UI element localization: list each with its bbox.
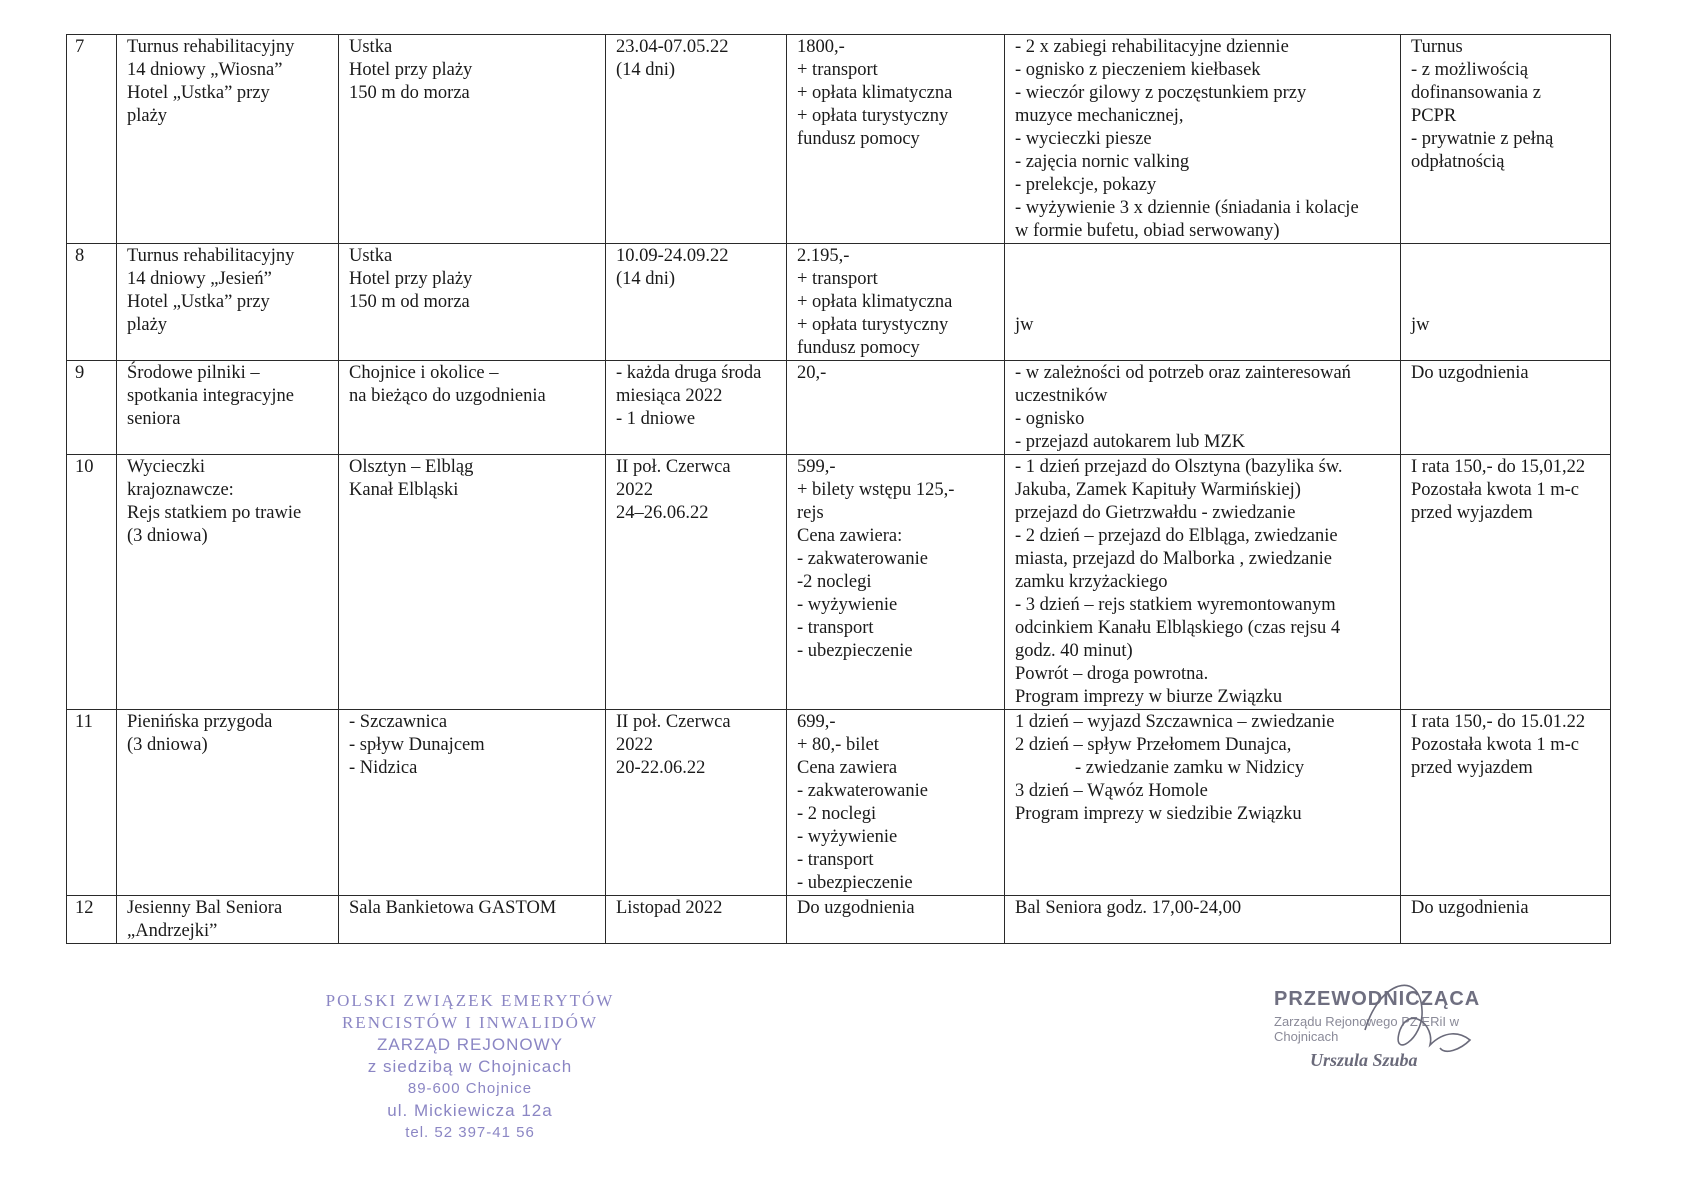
cell-line: - ubezpieczenie bbox=[797, 641, 913, 661]
cell-line: fundusz pomocy bbox=[797, 129, 920, 149]
cell-line: krajoznawcze: bbox=[127, 480, 234, 500]
cell-line: + 80,- bilet bbox=[797, 735, 879, 755]
cell-line: uczestników bbox=[1015, 386, 1108, 406]
cell-line: godz. 40 minut) bbox=[1015, 641, 1133, 661]
cell-line: I rata 150,- do 15,01,22 bbox=[1411, 457, 1586, 477]
cell-name bbox=[117, 361, 339, 455]
cell-date bbox=[606, 361, 787, 455]
cell-line: + opłata turystyczny bbox=[797, 315, 949, 335]
cell-line: + transport bbox=[797, 60, 878, 80]
cell-no: 12 bbox=[67, 896, 117, 944]
cell-line: Olsztyn – Elbląg bbox=[349, 457, 474, 477]
cell-line: - transport bbox=[797, 618, 874, 638]
cell-line: plaży bbox=[127, 315, 168, 335]
cell-program bbox=[1005, 896, 1401, 944]
cell-line: + opłata turystyczny bbox=[797, 106, 949, 126]
cell-date bbox=[606, 710, 787, 896]
cell-line: - 2 x zabiegi rehabilitacyjne dziennie bbox=[1015, 37, 1289, 57]
cell-line: muzyce mechanicznej, bbox=[1015, 106, 1184, 126]
cell-line: odpłatnością bbox=[1411, 152, 1505, 172]
cell-name bbox=[117, 710, 339, 896]
cell-line: 2 dzień – spływ Przełomem Dunajca, bbox=[1015, 735, 1292, 755]
cell-line: - wyżywienie bbox=[797, 595, 898, 615]
cell-line: Do uzgodnienia bbox=[1411, 898, 1529, 918]
cell-place bbox=[339, 896, 606, 944]
cell-line bbox=[1411, 245, 1600, 268]
cell-price bbox=[787, 455, 1005, 710]
cell-line: 14 dniowy „Wiosna” bbox=[127, 60, 283, 80]
cell-line: (3 dniowa) bbox=[127, 735, 208, 755]
events-table bbox=[66, 34, 1611, 944]
cell-place bbox=[339, 361, 606, 455]
cell-line bbox=[1015, 291, 1390, 314]
cell-line: Ustka bbox=[349, 246, 393, 266]
stamp-line-5: 89-600 Chojnice bbox=[407, 1080, 533, 1097]
cell-line: 23.04-07.05.22 bbox=[616, 37, 729, 57]
cell-no: 9 bbox=[67, 361, 117, 455]
table-row bbox=[67, 896, 1611, 944]
cell-price bbox=[787, 361, 1005, 455]
cell-line: - 1 dniowe bbox=[616, 409, 696, 429]
cell-line: - przejazd autokarem lub MZK bbox=[1015, 432, 1246, 452]
cell-line: - zajęcia nornic valking bbox=[1015, 152, 1190, 172]
cell-line: Pozostała kwota 1 m-c bbox=[1411, 480, 1579, 500]
cell-line: 2022 bbox=[616, 480, 653, 500]
cell-no: 11 bbox=[67, 710, 117, 896]
cell-line: Wycieczki bbox=[127, 457, 205, 477]
signature-name: Urszula Szuba bbox=[1310, 1050, 1418, 1070]
cell-line: - w zależności od potrzeb oraz zainteresowań bbox=[1015, 363, 1351, 383]
table-row bbox=[67, 710, 1611, 896]
cell-line: II poł. Czerwca bbox=[616, 712, 731, 732]
cell-line: 699,- bbox=[797, 712, 836, 732]
table-row bbox=[67, 244, 1611, 361]
cell-line: (14 dni) bbox=[616, 60, 676, 80]
cell-line: Program imprezy w biurze Związku bbox=[1015, 687, 1283, 707]
cell-price bbox=[787, 35, 1005, 244]
cell-name bbox=[117, 896, 339, 944]
cell-line: - ognisko z pieczeniem kiełbasek bbox=[1015, 60, 1261, 80]
organization-stamp bbox=[300, 990, 640, 1144]
cell-line: - zakwaterowanie bbox=[797, 549, 928, 569]
stamp-line-6: ul. Mickiewicza 12a bbox=[387, 1101, 553, 1120]
cell-name bbox=[117, 244, 339, 361]
cell-line: Cena zawiera bbox=[797, 758, 898, 778]
cell-line: (3 dniowa) bbox=[127, 526, 208, 546]
cell-line: spotkania integracyjne bbox=[127, 386, 294, 406]
cell-line: 14 dniowy „Jesień” bbox=[127, 269, 272, 289]
cell-line: II poł. Czerwca bbox=[616, 457, 731, 477]
cell-line: jw bbox=[1411, 315, 1430, 335]
cell-line: - transport bbox=[797, 850, 874, 870]
cell-line: Hotel „Ustka” przy bbox=[127, 83, 270, 103]
cell-line: - z możliwością bbox=[1411, 60, 1529, 80]
cell-line: Chojnice i okolice – bbox=[349, 363, 499, 383]
cell-program bbox=[1005, 35, 1401, 244]
cell-line: Do uzgodnienia bbox=[797, 898, 915, 918]
cell-payment bbox=[1401, 896, 1611, 944]
stamp-line-1: POLSKI ZWIĄZEK EMERYTÓW bbox=[325, 991, 615, 1010]
cell-line: 150 m do morza bbox=[349, 83, 470, 103]
signature-subtitle: Zarządu Rejonowego PZ ERiI w Chojnicach bbox=[1274, 1014, 1459, 1044]
cell-line: Bal Seniora godz. 17,00-24,00 bbox=[1015, 898, 1242, 918]
table-row bbox=[67, 455, 1611, 710]
cell-line: seniora bbox=[127, 409, 181, 429]
cell-line: Kanał Elbląski bbox=[349, 480, 459, 500]
cell-program bbox=[1005, 455, 1401, 710]
cell-price bbox=[787, 710, 1005, 896]
cell-line: -2 noclegi bbox=[797, 572, 872, 592]
cell-place bbox=[339, 244, 606, 361]
cell-line: - wieczór gilowy z poczęstunkiem przy bbox=[1015, 83, 1307, 103]
cell-no: 10 bbox=[67, 455, 117, 710]
cell-place bbox=[339, 35, 606, 244]
cell-line: 150 m od morza bbox=[349, 292, 470, 312]
cell-line: przed wyjazdem bbox=[1411, 758, 1533, 778]
cell-line: 2022 bbox=[616, 735, 653, 755]
cell-line: przed wyjazdem bbox=[1411, 503, 1533, 523]
cell-line: odcinkiem Kanału Elbląskiego (czas rejsu 4 bbox=[1015, 618, 1341, 638]
cell-payment bbox=[1401, 35, 1611, 244]
cell-line: Turnus bbox=[1411, 37, 1463, 57]
cell-date bbox=[606, 244, 787, 361]
cell-line: „Andrzejki” bbox=[127, 921, 218, 941]
cell-line: 20,- bbox=[797, 363, 827, 383]
cell-line: miesiąca 2022 bbox=[616, 386, 723, 406]
cell-line: 10.09-24.09.22 bbox=[616, 246, 729, 266]
cell-line: 3 dzień – Wąwóz Homole bbox=[1015, 781, 1208, 801]
cell-line: fundusz pomocy bbox=[797, 338, 920, 358]
cell-line: - wyżywienie bbox=[797, 827, 898, 847]
cell-line: I rata 150,- do 15.01.22 bbox=[1411, 712, 1586, 732]
cell-line bbox=[1411, 291, 1600, 314]
cell-program bbox=[1005, 244, 1401, 361]
cell-line: (14 dni) bbox=[616, 269, 676, 289]
cell-name bbox=[117, 455, 339, 710]
cell-price bbox=[787, 896, 1005, 944]
cell-line: - 2 noclegi bbox=[797, 804, 877, 824]
table-row bbox=[67, 35, 1611, 244]
cell-line: + opłata klimatyczna bbox=[797, 292, 953, 312]
cell-line: Program imprezy w siedzibie Związku bbox=[1015, 804, 1302, 824]
cell-payment bbox=[1401, 710, 1611, 896]
cell-program bbox=[1005, 361, 1401, 455]
cell-name bbox=[117, 35, 339, 244]
cell-line: dofinansowania z bbox=[1411, 83, 1541, 103]
cell-line: jw bbox=[1015, 315, 1034, 335]
cell-line: rejs bbox=[797, 503, 824, 523]
cell-line: - Szczawnica bbox=[349, 712, 448, 732]
cell-line: + transport bbox=[797, 269, 878, 289]
cell-line: 599,- bbox=[797, 457, 836, 477]
cell-price bbox=[787, 244, 1005, 361]
cell-line: Środowe pilniki – bbox=[127, 363, 260, 383]
cell-line: + bilety wstępu 125,- bbox=[797, 480, 955, 500]
cell-line: miasta, przejazd do Malborka , zwiedzanie bbox=[1015, 549, 1332, 569]
table-row bbox=[67, 361, 1611, 455]
signature-title: PRZEWODNICZĄCA bbox=[1274, 988, 1481, 1010]
stamp-line-4: z siedzibą w Chojnicach bbox=[367, 1057, 573, 1076]
cell-line: Listopad 2022 bbox=[616, 898, 723, 918]
cell-payment bbox=[1401, 455, 1611, 710]
cell-line: 20-22.06.22 bbox=[616, 758, 706, 778]
cell-date bbox=[606, 35, 787, 244]
cell-line: Hotel przy plaży bbox=[349, 60, 473, 80]
cell-program bbox=[1005, 710, 1401, 896]
cell-line: - każda druga środa bbox=[616, 363, 762, 383]
cell-line: zamku krzyżackiego bbox=[1015, 572, 1168, 592]
cell-line: + opłata klimatyczna bbox=[797, 83, 953, 103]
stamp-line-2: RENCISTÓW I INWALIDÓW bbox=[341, 1013, 599, 1032]
cell-payment bbox=[1401, 244, 1611, 361]
cell-date bbox=[606, 896, 787, 944]
cell-line: - prywatnie z pełną bbox=[1411, 129, 1554, 149]
cell-line: Cena zawiera: bbox=[797, 526, 903, 546]
stamp-line-7: tel. 52 397-41 56 bbox=[405, 1124, 535, 1141]
cell-line: Jakuba, Zamek Kapituły Warmińskiej) bbox=[1015, 480, 1301, 500]
cell-line: - prelekcje, pokazy bbox=[1015, 175, 1157, 195]
cell-line: Jesienny Bal Seniora bbox=[127, 898, 283, 918]
cell-no: 7 bbox=[67, 35, 117, 244]
cell-line: Sala Bankietowa GASTOM bbox=[349, 898, 557, 918]
cell-line: Powrót – droga powrotna. bbox=[1015, 664, 1209, 684]
cell-line: Hotel „Ustka” przy bbox=[127, 292, 270, 312]
cell-line: PCPR bbox=[1411, 106, 1457, 126]
cell-line: Pienińska przygoda bbox=[127, 712, 273, 732]
cell-line: - Nidzica bbox=[349, 758, 418, 778]
cell-place bbox=[339, 455, 606, 710]
cell-line bbox=[1411, 268, 1600, 291]
cell-line: Hotel przy plaży bbox=[349, 269, 473, 289]
cell-line: - ognisko bbox=[1015, 409, 1085, 429]
cell-line: 2.195,- bbox=[797, 246, 850, 266]
cell-line: 1800,- bbox=[797, 37, 845, 57]
cell-line: Rejs statkiem po trawie bbox=[127, 503, 302, 523]
cell-line: plaży bbox=[127, 106, 168, 126]
cell-line: - 2 dzień – przejazd do Elbląga, zwiedzanie bbox=[1015, 526, 1338, 546]
cell-line: - 1 dzień przejazd do Olsztyna (bazylika św. bbox=[1015, 457, 1343, 477]
cell-line: - zwiedzanie zamku w Nidzicy bbox=[1075, 758, 1305, 778]
cell-place bbox=[339, 710, 606, 896]
cell-line: - spływ Dunajcem bbox=[349, 735, 485, 755]
cell-line: - wycieczki piesze bbox=[1015, 129, 1152, 149]
cell-line: - ubezpieczenie bbox=[797, 873, 913, 893]
cell-no: 8 bbox=[67, 244, 117, 361]
cell-line: Turnus rehabilitacyjny bbox=[127, 37, 295, 57]
signature-stamp bbox=[1270, 970, 1510, 1080]
handwritten-signature-icon bbox=[1270, 970, 1510, 1080]
stamp-line-3: ZARZĄD REJONOWY bbox=[377, 1035, 563, 1054]
cell-line: - zakwaterowanie bbox=[797, 781, 928, 801]
cell-line: Turnus rehabilitacyjny bbox=[127, 246, 295, 266]
cell-line: Do uzgodnienia bbox=[1411, 363, 1529, 383]
cell-payment bbox=[1401, 361, 1611, 455]
cell-line: Pozostała kwota 1 m-c bbox=[1411, 735, 1579, 755]
cell-line: - wyżywienie 3 x dziennie (śniadania i kolacje bbox=[1015, 198, 1359, 218]
cell-line: w formie bufetu, obiad serwowany) bbox=[1015, 221, 1280, 241]
cell-line: 1 dzień – wyjazd Szczawnica – zwiedzanie bbox=[1015, 712, 1335, 732]
cell-line: na bieżąco do uzgodnienia bbox=[349, 386, 546, 406]
cell-line: przejazd do Gietrzwałdu - zwiedzanie bbox=[1015, 503, 1296, 523]
cell-line bbox=[1015, 268, 1390, 291]
cell-date bbox=[606, 455, 787, 710]
cell-line: - 3 dzień – rejs statkiem wyremontowanym bbox=[1015, 595, 1336, 615]
cell-line: Ustka bbox=[349, 37, 393, 57]
cell-line: 24–26.06.22 bbox=[616, 503, 709, 523]
cell-line bbox=[1015, 245, 1390, 268]
